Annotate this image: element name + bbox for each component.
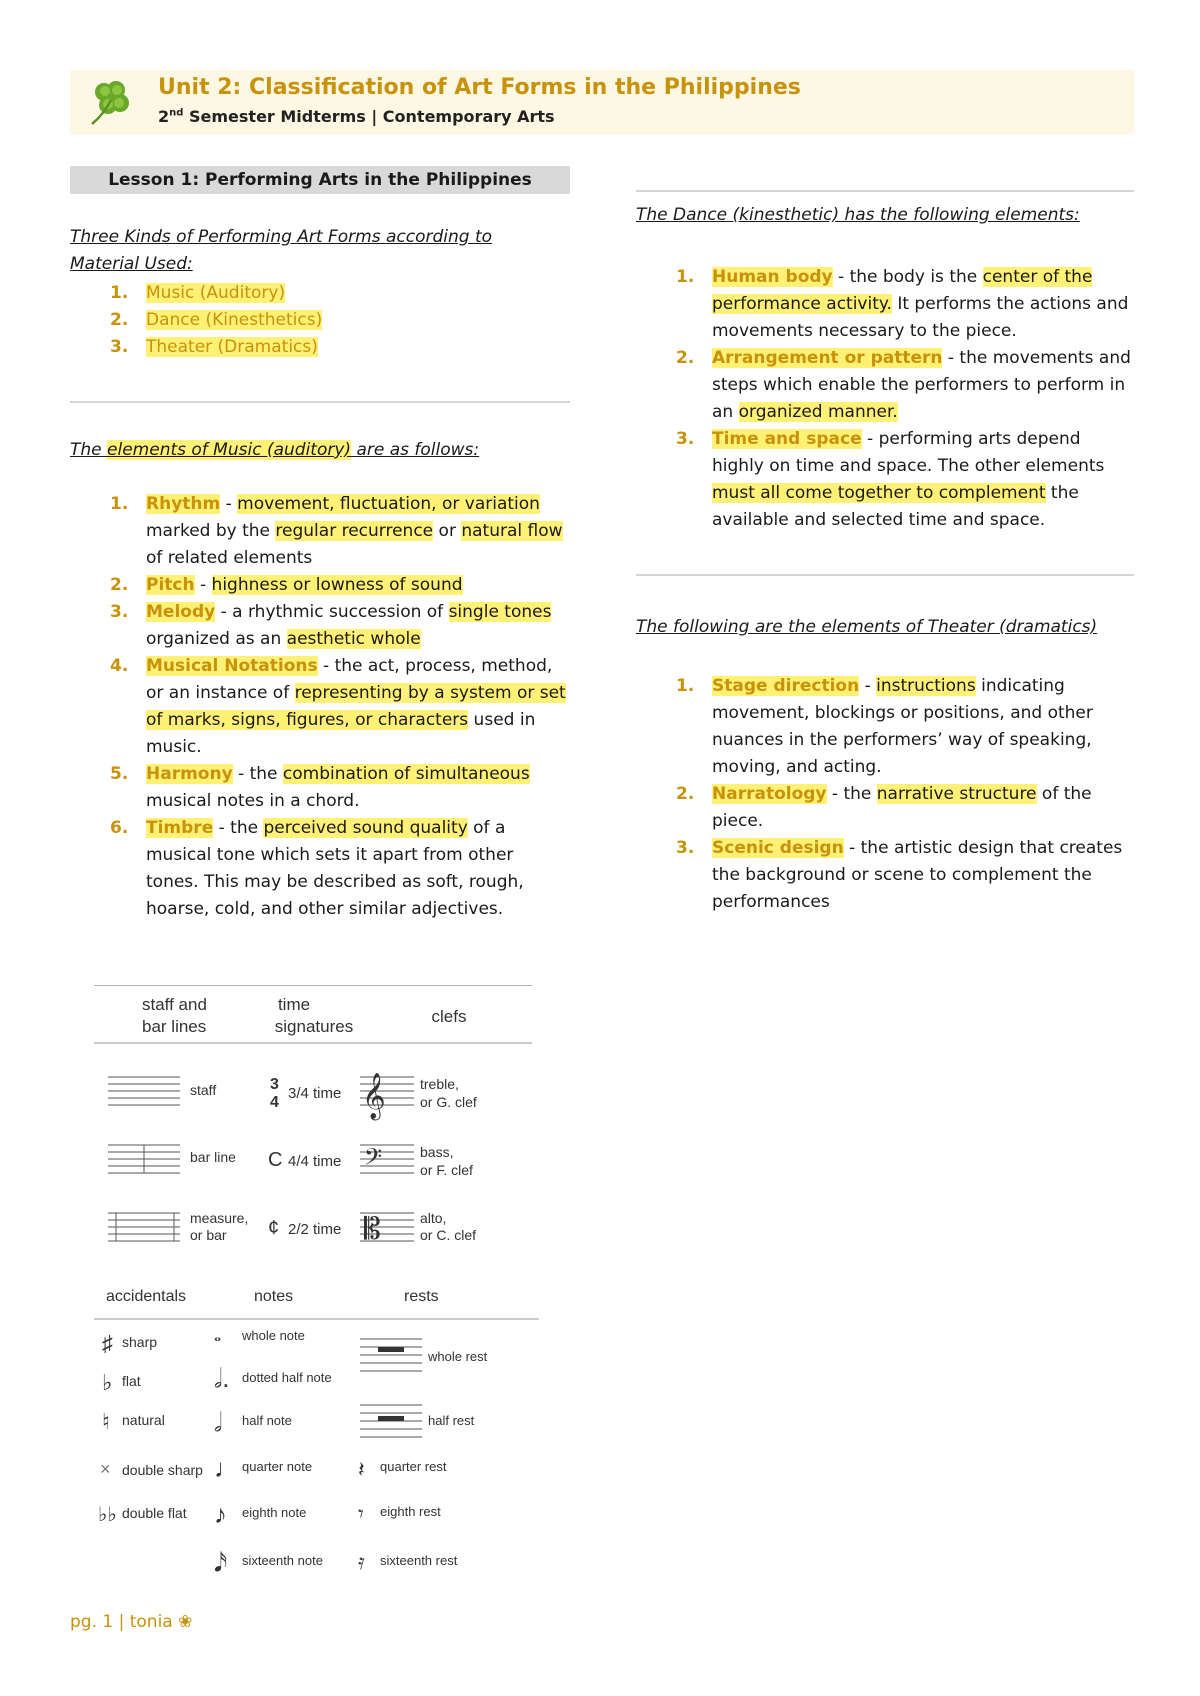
music-elements-list (70, 491, 570, 923)
alto-label: alto, (420, 1210, 447, 1226)
time-22-label: 2/2 time (288, 1221, 342, 1238)
cut-time-icon: ¢ (268, 1217, 280, 1239)
list-item: 3. Melody - a rhythmic succession of single tones organized as an aesthetic whole (110, 602, 552, 649)
half-rest-label: half rest (428, 1413, 475, 1428)
quarter-rest-icon: 𝄽 (358, 1457, 365, 1482)
eighth-rest-icon: 𝄾 (358, 1501, 364, 1526)
right-column (636, 190, 1134, 916)
whole-rest-icon (360, 1339, 422, 1371)
time-glyph-4: 4 (270, 1094, 279, 1111)
lesson-title: Lesson 1: Performing Arts in the Philippines (70, 166, 570, 194)
double-sharp-icon: × (100, 1459, 111, 1479)
double-flat-label: double flat (122, 1505, 187, 1521)
common-time-icon: C (268, 1149, 283, 1171)
dotted-half-note-label: dotted half note (242, 1370, 332, 1385)
quarter-note-label: quarter note (242, 1459, 313, 1474)
barline-label: bar line (190, 1149, 236, 1165)
staff-label: staff (190, 1082, 217, 1098)
header-rests: rests (404, 1288, 439, 1305)
dance-elements-list (636, 264, 1134, 534)
sixteenth-note-icon: 𝅘𝅥𝅯 (214, 1547, 228, 1577)
sharp-label: sharp (122, 1334, 158, 1350)
bass-label-2: or F. clef (420, 1162, 473, 1178)
header-accidentals: accidentals (106, 1288, 187, 1305)
list-item: 1. Rhythm - movement, fluctuation, or variation marked by the regular recurrence or natural flow of related elements (110, 494, 563, 568)
flat-label: flat (122, 1373, 141, 1389)
barline-symbol (108, 1145, 180, 1173)
music-heading: The elements of Music (auditory) are as follows: (70, 440, 480, 460)
left-column (70, 166, 570, 923)
time-44-label: 4/4 time (288, 1153, 342, 1170)
list-item: 2. Dance (Kinesthetics) (110, 310, 323, 330)
list-item: 5. Harmony - the combination of simultaneous musical notes in a chord. (110, 764, 530, 811)
header-time: time (277, 995, 311, 1014)
list-item: 1. Stage direction - instructions indicating movement, blockings or positions, and other nuances in the performers’ way of speaking, moving, and acting. (676, 676, 1093, 777)
eighth-note-label: eighth note (242, 1505, 307, 1520)
whole-note-icon: 𝅝 (214, 1325, 222, 1345)
list-item: 4. Musical Notations - the act, process, method, or an instance of representing by a system or set of marks, signs, figures, or characters used in music. (110, 656, 566, 757)
sixteenth-rest-label: sixteenth rest (380, 1553, 458, 1568)
whole-rest-label: whole rest (428, 1349, 488, 1364)
list-item: 3. Scenic design - the artistic design that creates the background or scene to complement the performances (676, 838, 1123, 912)
treble-label: treble, (420, 1076, 459, 1092)
whole-note-label: whole note (242, 1328, 305, 1343)
list-item: 3. Time and space - performing arts depend highly on time and space. The other elements must all come together to complement the available and selected time and space. (676, 429, 1105, 530)
eighth-rest-label: eighth rest (380, 1504, 441, 1519)
document-subtitle: 2nd Semester Midterms | Contemporary Arts (158, 107, 555, 126)
flat-icon: ♭ (102, 1370, 113, 1395)
list-item: 1. Music (Auditory) (110, 283, 286, 303)
sharp-icon: ♯ (102, 1331, 113, 1356)
half-note-icon: 𝅗𝅥 (214, 1407, 223, 1437)
measure-label: measure, (190, 1210, 249, 1226)
header-signatures: signatures (274, 1017, 354, 1036)
sixteenth-rest-icon: 𝄿 (358, 1549, 365, 1574)
list-item: 6. Timbre - the perceived sound quality of a musical tone which sets it apart from other tones. This may be described as soft, rough, hoarse, cold, and other similar adjectives. (110, 818, 524, 919)
list-item: 1. Human body - the body is the center of the performance activity. It performs the actions and movements necessary to the piece. (676, 267, 1129, 341)
natural-icon: ♮ (102, 1409, 110, 1434)
time-glyph-3: 3 (270, 1076, 279, 1093)
bass-clef-icon: 𝄢 (364, 1144, 383, 1175)
eighth-note-icon: ♪ (214, 1499, 227, 1529)
time-34-label: 3/4 time (288, 1085, 342, 1102)
treble-clef-icon: 𝄞 (362, 1074, 386, 1118)
clover-icon (84, 76, 138, 130)
music-symbols-chart (94, 985, 542, 1585)
kinds-list (70, 280, 570, 361)
kinds-heading: Three Kinds of Performing Art Forms according to Material Used: (70, 227, 493, 274)
measure-symbol (108, 1213, 180, 1241)
dotted-half-note-icon: 𝅗𝅥. (214, 1363, 230, 1393)
alto-clef-icon: 𝄡 (364, 1213, 381, 1246)
dance-heading: The Dance (kinesthetic) has the following elements: (636, 205, 1080, 225)
quarter-note-icon: ♩ (214, 1453, 240, 1483)
list-item: 2. Arrangement or pattern - the movements and steps which enable the performers to perform in an organized manner. (676, 348, 1131, 422)
sixteenth-note-label: sixteenth note (242, 1553, 323, 1568)
page-footer: pg. 1 | tonia ❀ (70, 1612, 193, 1632)
theater-elements-list (636, 673, 1134, 916)
theater-heading: The following are the elements of Theater (dramatics) (636, 617, 1098, 637)
alto-label-2: or C. clef (420, 1227, 477, 1243)
list-item: 2. Pitch - highness or lowness of sound (110, 575, 463, 595)
double-sharp-label: double sharp (122, 1462, 203, 1478)
quarter-rest-label: quarter rest (380, 1459, 447, 1474)
treble-label-2: or G. clef (420, 1094, 477, 1110)
half-rest-icon (360, 1405, 422, 1437)
document-title: Unit 2: Classification of Art Forms in the Philippines (158, 75, 801, 100)
header-barlines: bar lines (142, 1017, 207, 1036)
double-flat-icon: ♭♭ (98, 1504, 117, 1526)
header-notes: notes (254, 1288, 294, 1305)
header-clefs: clefs (431, 1007, 467, 1026)
natural-label: natural (122, 1412, 165, 1428)
header-staff: staff and (142, 995, 207, 1014)
page-header (70, 70, 1134, 134)
half-note-label: half note (242, 1413, 292, 1428)
staff-symbol (108, 1077, 180, 1105)
bass-label: bass, (420, 1144, 454, 1160)
list-item: 3. Theater (Dramatics) (110, 337, 318, 357)
list-item: 2. Narratology - the narrative structure of the piece. (676, 784, 1092, 831)
measure-label-2: or bar (190, 1227, 227, 1243)
